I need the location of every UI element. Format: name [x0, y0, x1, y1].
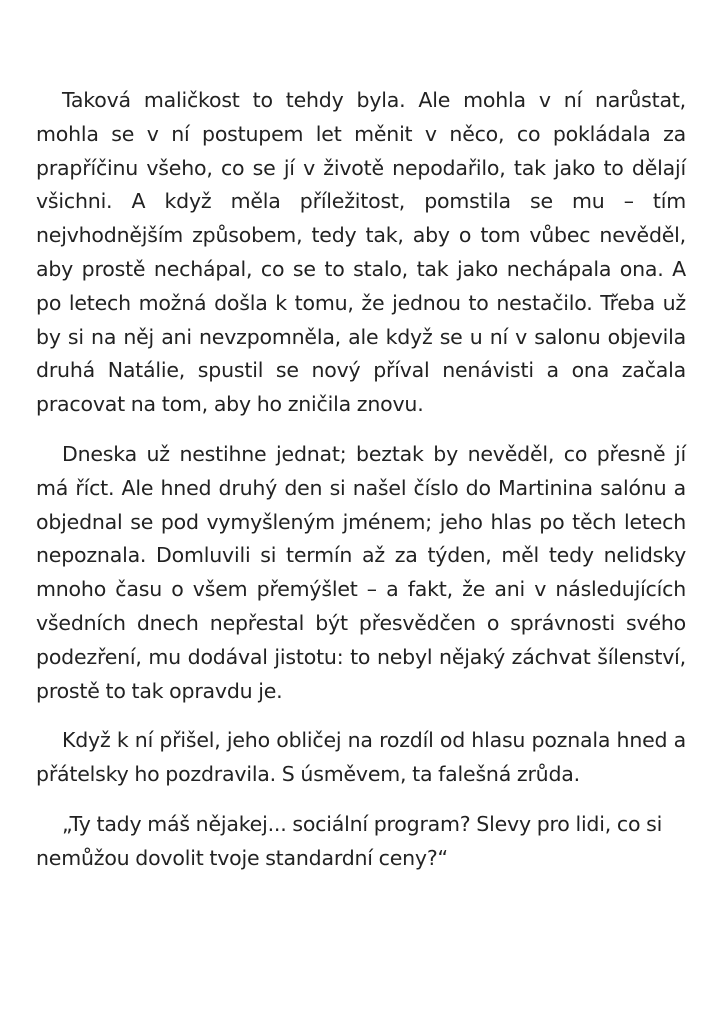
paragraph-4: „Ty tady máš nějakej... sociální program? Slevy pro lidi, co si nemůžou dovolit tvoje standardní ceny?“	[36, 811, 663, 870]
paragraph-2: Dneska už nestihne jednat; beztak by nevěděl, co přesně jí má říct. Ale hned druhý den si našel číslo do Martinina salónu a objednal se pod vymyšleným jménem; jeho hlas po těch letech nepoznala. Domluvili si termín až za týden, měl tedy nelidsky mnoho času o všem přemýšlet – a fakt, že ani v následujících všedních dnech nepřestal být přesvědčen o správnosti svého podezření, mu dodával jistotu: to nebyl nějaký záchvat šílenství, prostě to tak opravdu je.	[36, 441, 686, 703]
paragraph-1: Taková maličkost to tehdy byla. Ale mohla v ní narůstat, mohla se v ní postupem let měnit v něco, co pokládala za prapříčinu všeho, co se jí v životě nepodařilo, tak jako to dělají všichni. A když měla příležitost, pomstila se mu – tím nejvhodnějším způsobem, tedy tak, aby o tom vůbec nevěděl, aby prostě nechápal, co se to stalo, tak jako nechápala ona. A po letech možná došla k tomu, že jednou to nestačilo. Třeba už by si na něj ani nevzpomněla, ale když se u ní v salonu objevila druhá Natálie, spustil se nový příval nenávisti a ona začala pracovat na tom, aby ho zničila znovu.	[36, 88, 686, 417]
document-page	[36, 84, 686, 892]
paragraph-3: Když k ní přišel, jeho obličej na rozdíl od hlasu poznala hned a přátelsky ho pozdravila. S úsměvem, ta falešná zrůda.	[36, 728, 686, 787]
